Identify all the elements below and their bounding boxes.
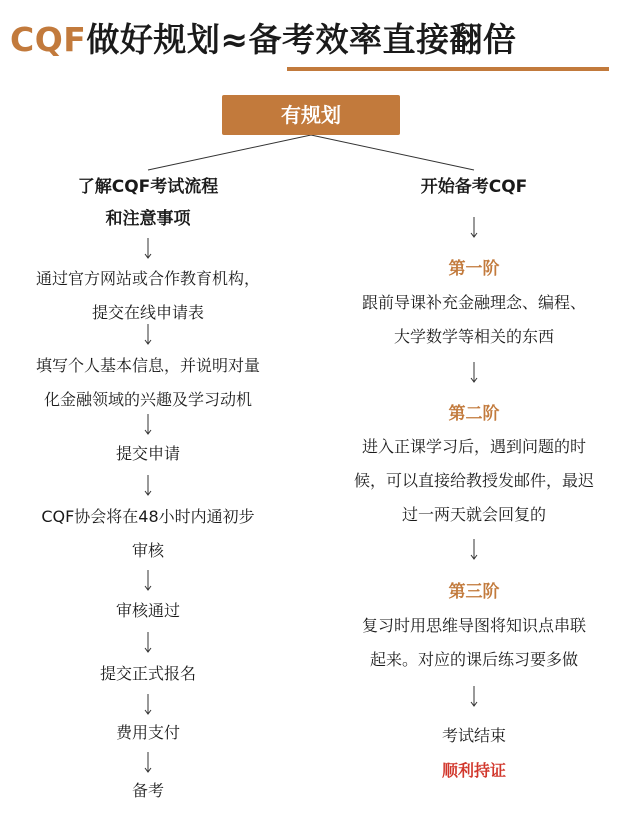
left-step-2-line-1: 填写个人基本信息，并说明对量 <box>35 356 260 375</box>
title-main: 做好规划≈备考效率直接翻倍 <box>86 20 517 59</box>
arrow-down-icon <box>143 414 153 436</box>
phase-3-line-2: 起来。对应的课后练习要多做 <box>369 650 578 669</box>
arrow-down-icon <box>143 238 153 260</box>
left-step-6-line-1: 提交正式报名 <box>99 664 196 683</box>
left-step-5-line-1: 审核通过 <box>115 601 180 620</box>
left-step-1-line-2: 提交在线申请表 <box>91 303 204 322</box>
left-step-2 <box>0 349 296 417</box>
left-step-1 <box>0 262 296 330</box>
left-step-4-line-1: CQF协会将在48小时内通初步 <box>41 507 255 526</box>
exam-end: 考试结束 <box>441 726 506 745</box>
left-step-3 <box>0 437 296 471</box>
left-step-7-line-1: 费用支付 <box>115 723 180 742</box>
arrow-down-icon <box>469 217 479 239</box>
left-step-2-line-2: 化金融领域的兴趣及学习动机 <box>43 390 252 409</box>
arrow-down-icon <box>143 570 153 592</box>
phase-3-line-1: 复习时用思维导图将知识点串联 <box>361 616 586 635</box>
left-header-line-1: 了解CQF考试流程 <box>77 177 219 197</box>
left-step-8 <box>0 774 296 808</box>
arrow-down-icon <box>469 686 479 708</box>
phase-1-title: 第一阶 <box>448 259 500 279</box>
phase-2-body <box>318 430 630 532</box>
left-step-4-line-2: 审核 <box>131 541 164 560</box>
right-header: 开始备考CQF <box>420 177 528 197</box>
left-step-3-line-1: 提交申请 <box>115 444 180 463</box>
phase-1-line-2: 大学数学等相关的东西 <box>393 327 554 346</box>
arrow-down-icon <box>143 324 153 346</box>
phase-2-line-1: 进入正课学习后，遇到问题的时 <box>361 437 586 456</box>
title-prefix: CQF <box>10 20 87 59</box>
connector-left <box>148 135 311 170</box>
plan-box: 有规划 <box>222 95 400 135</box>
left-step-8-line-1: 备考 <box>131 781 164 800</box>
arrow-down-icon <box>143 694 153 716</box>
phase-1-body <box>318 286 630 354</box>
left-step-6 <box>0 657 296 691</box>
arrow-down-icon <box>469 539 479 561</box>
phase-3-title: 第三阶 <box>448 582 500 602</box>
phase-1-line-1: 跟前导课补充金融理念、编程、 <box>361 293 586 312</box>
phase-2-title: 第二阶 <box>448 404 500 424</box>
phase-3-body <box>318 609 630 677</box>
left-step-1-line-1: 通过官方网站或合作教育机构， <box>35 269 260 288</box>
arrow-down-icon <box>143 632 153 654</box>
connector-right <box>311 135 474 170</box>
left-header <box>40 171 256 235</box>
left-step-4 <box>0 500 296 568</box>
left-header-line-2: 和注意事项 <box>105 209 191 229</box>
certified-result: 顺利持证 <box>441 761 506 780</box>
left-step-5 <box>0 594 296 628</box>
phase-2-line-2: 候，可以直接给教授发邮件，最迟 <box>353 471 594 490</box>
arrow-down-icon <box>143 752 153 774</box>
arrow-down-icon <box>143 475 153 497</box>
arrow-down-icon <box>469 362 479 384</box>
phase-2-line-3: 过一两天就会回复的 <box>401 505 546 524</box>
left-step-7 <box>0 716 296 750</box>
